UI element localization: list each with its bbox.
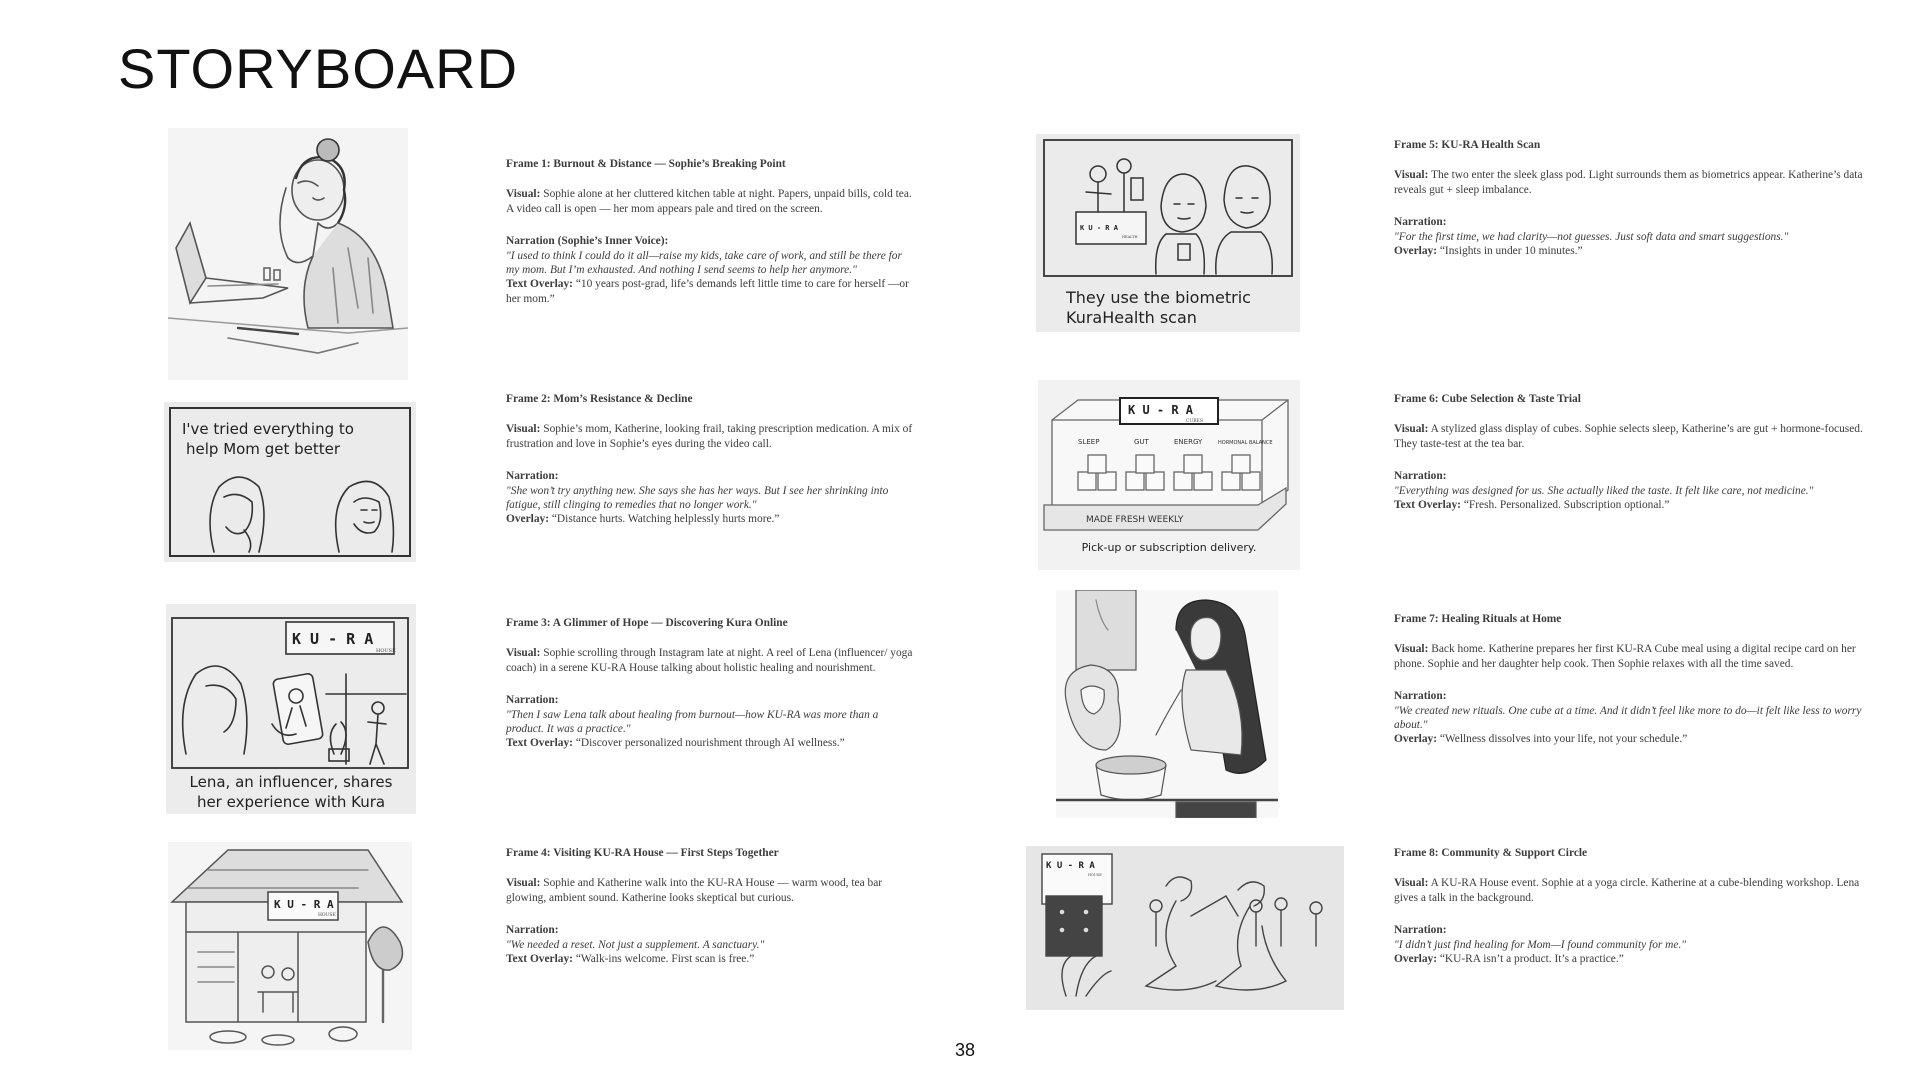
frame-6-narration-label: Narration: [1394,470,1447,483]
community-circle-sketch [1026,846,1344,1010]
frame-5-caption: They use the biometric KuraHealth scan [1066,288,1251,327]
frame-7-overlay-label: Overlay: [1394,733,1438,746]
frame-8-overlay-label: Overlay: [1394,953,1438,966]
frame-6-cube-label-2: GUT [1134,438,1149,446]
frame-4-text [506,846,916,966]
frame-6-display-label: MADE FRESH WEEKLY [1086,515,1184,525]
frame-8-narration: "I didn’t just find healing for Mom—I found community for me." [1394,938,1687,951]
frame-5-visual-text: The two enter the sleek glass pod. Light surrounds them as biometrics appear. Katherine’s data reveals gut + sleep imbalance. [1394,169,1863,196]
frame-6-visual [1394,422,1864,451]
frame-1-visual-text: Sophie alone at her cluttered kitchen table at night. Papers, unpaid bills, cold tea. A video call is open — her mom appears pale and tired on the screen. [506,188,912,215]
frame-2-caption-line-1: I've tried everything to [182,420,354,438]
frame-3-title: Frame 3: A Glimmer of Hope — Discovering Kura Online [506,617,788,629]
frame-8-text [1394,846,1864,966]
frame-2-visual-text: Sophie’s mom, Katherine, looking frail, taking prescription medication. A mix of frustration and love in Sophie’s eyes during the video call. [506,423,913,450]
frame-8-title: Frame 8: Community & Support Circle [1394,847,1588,859]
frame-5-visual-label: Visual: [1394,169,1429,182]
frame-1-illustration [168,128,408,380]
frame-4-overlay-label: Text Overlay: [506,953,573,966]
frame-6-sign-text: K U - R A [1128,403,1194,417]
frame-6-title: Frame 6: Cube Selection & Taste Trial [1394,393,1581,405]
frame-6-illustration [1038,380,1300,570]
frame-4-visual-text: Sophie and Katherine walk into the KU-RA House — warm wood, tea bar glowing, ambient sound. Katherine looks skeptical but curious. [506,877,883,904]
frame-3-caption: Lena, an influencer, shares her experience with Kura [189,773,393,811]
frame-7-overlay-text: “Wellness dissolves into your life, not your schedule.” [1439,733,1688,746]
frame-6-cube-label-1: SLEEP [1078,438,1100,446]
frame-3-overlay-text: “Discover personalized nourishment through AI wellness.” [575,737,845,750]
frame-3-narration-label: Narration: [506,694,559,707]
frame-3-sign-text: K U - R A [292,630,374,648]
frame-1-overlay [506,277,916,306]
frame-6-cube-label-3: ENERGY [1174,438,1203,446]
frame-8-sign-sub: HOUSE [1088,873,1102,877]
frame-5-overlay-label: Overlay: [1394,245,1438,258]
frame-5-illustration [1036,134,1300,332]
frame-1-title: Frame 1: Burnout & Distance — Sophie’s Breaking Point [506,158,786,170]
frame-8-visual-label: Visual: [1394,877,1429,890]
frame-1-visual-label: Visual: [506,188,541,201]
frame-3-visual-label: Visual: [506,647,541,660]
frame-4-narration-label: Narration: [506,924,559,937]
frame-2-narration: "She won’t try anything new. She says she has her ways. But I see her shrinking into fatigue, still clinging to remedies that no longer work." [506,484,889,512]
frame-4-overlay-text: “Walk-ins welcome. First scan is free.” [575,953,755,966]
frame-8-illustration [1026,846,1344,1010]
frame-4-title: Frame 4: Visiting KU-RA House — First Steps Together [506,847,779,859]
frame-2-title: Frame 2: Mom’s Resistance & Decline [506,393,693,405]
frame-3-visual-text: Sophie scrolling through Instagram late at night. A reel of Lena (influencer/ yoga coach) in a serene KU-RA House talking about holistic healing and nourishment. [506,647,913,674]
frame-4-visual [506,876,916,905]
frame-7-visual-text: Back home. Katherine prepares her first KU-RA Cube meal using a digital recipe card on her phone. Sophie and her daughter help cook. Then Sophie relaxes with all the time saved. [1394,643,1856,670]
frame-1-overlay-label: Text Overlay: [506,278,573,291]
frame-7-overlay [1394,732,1864,746]
frame-2-narration-label: Narration: [506,470,559,483]
frame-1-visual [506,187,916,216]
frame-7-text [1394,612,1864,747]
frame-6-overlay [1394,498,1864,512]
frame-5-sign-text: K U - R A [1080,224,1118,232]
frame-3-sign-sub: HOUSE [376,648,396,654]
frame-6-overlay-text: “Fresh. Personalized. Subscription optional.” [1463,499,1670,512]
frame-8-sign-text: K U - R A [1046,861,1095,871]
frame-5-overlay [1394,244,1864,258]
frame-2-illustration [164,402,416,562]
frame-7-visual [1394,642,1864,671]
frame-5-text [1394,138,1864,258]
page-title: STORYBOARD [118,37,519,100]
frame-5-title: Frame 5: KU-RA Health Scan [1394,139,1541,151]
frame-2-visual-label: Visual: [506,423,541,436]
frame-3-text [506,616,916,751]
frame-1-narration: "I used to think I could do it all—raise my kids, take care of work, and still be there for my mom. But I’m exhausted. And nothing I send seems to help her anymore." [506,249,902,277]
frame-3-illustration [166,604,416,814]
frame-3-overlay-label: Text Overlay: [506,737,573,750]
frame-6-sign-sub: CUBES [1186,419,1203,424]
frame-4-overlay [506,952,916,966]
frame-5-sign-sub: HEALTH [1122,235,1138,239]
frame-7-illustration [1056,590,1278,818]
frame-7-narration-label: Narration: [1394,690,1447,703]
frame-6-visual-label: Visual: [1394,423,1429,436]
page-number: 38 [954,1040,976,1060]
frame-3-visual [506,646,916,675]
kura-house-sketch [168,842,412,1050]
frame-2-visual [506,422,916,451]
frame-5-narration: "For the first time, we had clarity—not guesses. Just soft data and smart suggestions." [1394,230,1789,243]
frame-4-sign-text: K U - R A [274,898,334,911]
frame-1-narration-label: Narration (Sophie’s Inner Voice): [506,235,669,248]
frame-7-narration: "We created new rituals. One cube at a time. And it didn’t feel like more to do—it felt like less to worry about." [1394,704,1862,732]
frame-8-overlay-text: “KU-RA isn’t a product. It’s a practice.” [1439,953,1624,966]
frame-3-overlay [506,736,916,750]
home-ritual-sketch [1056,590,1278,818]
frame-6-text [1394,392,1864,512]
frame-4-sign-sub: HOUSE [318,913,336,918]
frame-7-visual-label: Visual: [1394,643,1429,656]
frame-5-overlay-text: “Insights in under 10 minutes.” [1439,245,1583,258]
frame-2-overlay-text: “Distance hurts. Watching helplessly hurts more.” [551,513,780,526]
frame-8-overlay [1394,952,1864,966]
mom-decline-sketch [164,402,416,562]
frame-1-text [506,157,916,306]
frame-5-visual [1394,168,1864,197]
frame-8-visual [1394,876,1864,905]
frame-2-overlay-label: Overlay: [506,513,550,526]
frame-1-overlay-text: “10 years post-grad, life’s demands left little time to care for herself —or her mom.” [506,278,909,305]
frame-2-caption-line-2: help Mom get better [186,440,340,458]
sophie-laptop-sketch [168,128,408,380]
frame-2-text [506,392,916,527]
frame-8-visual-text: A KU-RA House event. Sophie at a yoga circle. Katherine at a cube-blending workshop. Lena gives a talk in the background. [1394,877,1860,904]
frame-6-cube-label-4: HORMONAL BALANCE [1218,440,1273,446]
frame-4-narration: "We needed a reset. Not just a supplement. A sanctuary." [506,938,765,951]
frame-6-visual-text: A stylized glass display of cubes. Sophie selects sleep, Katherine’s are gut + hormone-focused. They taste-test at the tea bar. [1394,423,1863,450]
frame-3-narration: "Then I saw Lena talk about healing from burnout—how KU-RA was more than a product. It was a practice." [506,708,879,736]
frame-4-illustration [168,842,412,1050]
frame-6-overlay-label: Text Overlay: [1394,499,1461,512]
frame-5-narration-label: Narration: [1394,216,1447,229]
frame-6-narration: "Everything was designed for us. She actually liked the taste. It felt like care, not medicine." [1394,484,1814,497]
frame-8-narration-label: Narration: [1394,924,1447,937]
frame-4-visual-label: Visual: [506,877,541,890]
frame-6-caption: Pick-up or subscription delivery. [1081,541,1257,554]
frame-7-title: Frame 7: Healing Rituals at Home [1394,613,1562,625]
frame-2-overlay [506,512,916,526]
